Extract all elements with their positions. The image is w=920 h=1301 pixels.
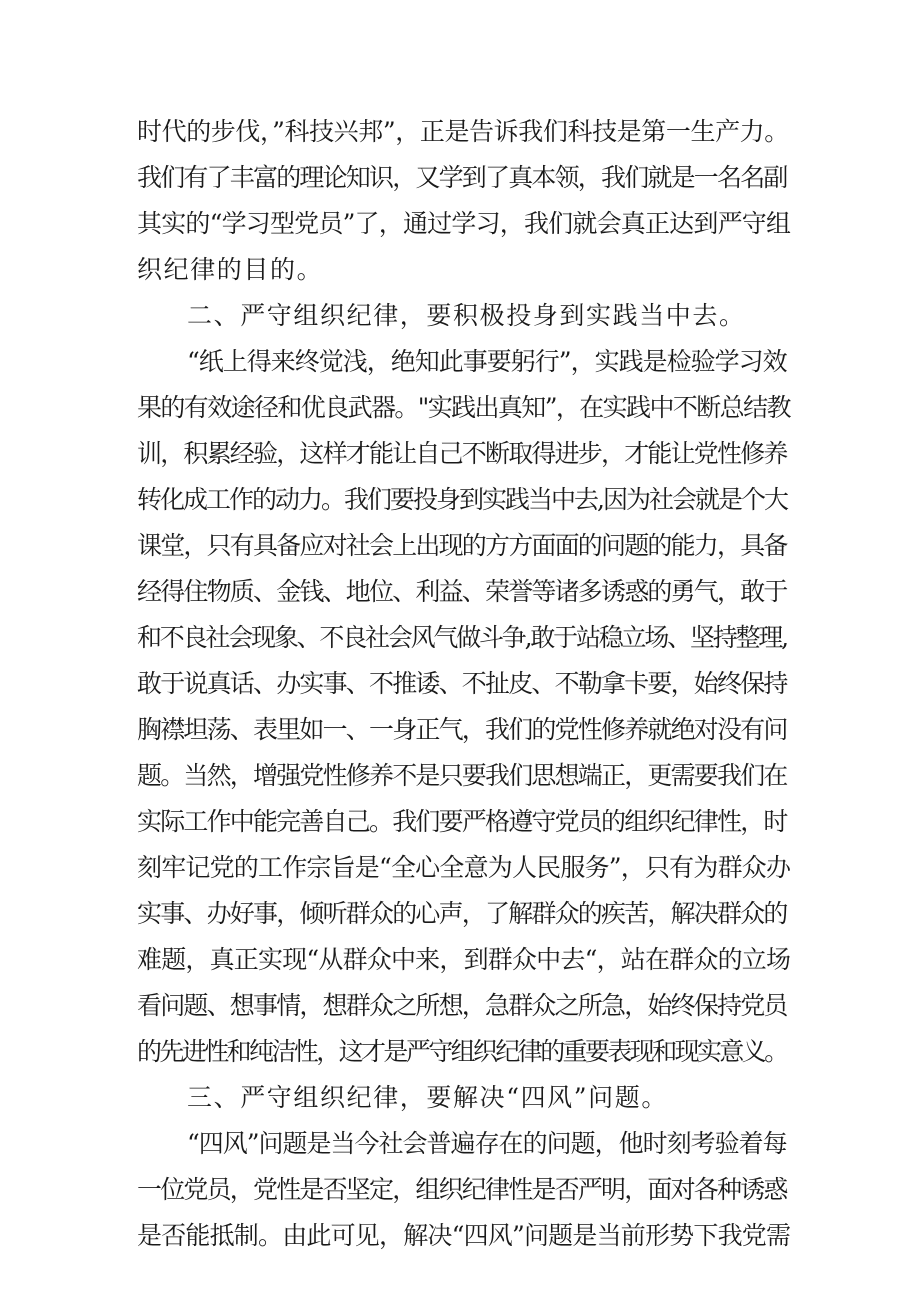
section-heading-2: 二、严守组织纪律，要积极投身到实践当中去。	[187, 301, 746, 330]
text-line: 转化成工作的动力。我们要投身到实践当中去,因为社会就是个大	[137, 485, 787, 514]
text-line: “纸上得来终觉浅，绝知此事要躬行”，实践是检验学习效	[187, 347, 787, 376]
text-line: “四风”问题是当今社会普遍存在的问题，他时刻考验着每	[187, 1129, 787, 1158]
text-line: 难题，真正实现“从群众中来，到群众中去“，站在群众的立场	[137, 945, 791, 974]
text-line: 刻牢记党的工作宗旨是“全心全意为人民服务”，只有为群众办	[137, 853, 791, 882]
text-line: 实际工作中能完善自己。我们要严格遵守党员的组织纪律性，时	[137, 807, 787, 836]
text-line: 是否能抵制。由此可见，解决“四风”问题是当前形势下我党需	[137, 1221, 791, 1250]
text-line: 实事、办好事，倾听群众的心声，了解群众的疾苦，解决群众的	[137, 899, 787, 928]
text-line: 敢于说真话、办实事、不推诿、不扯皮、不勒拿卡要，始终保持	[137, 669, 787, 698]
section-heading-3: 三、严守组织纪律，要解决“四风”问题。	[187, 1083, 668, 1112]
text-line: 胸襟坦荡、表里如一、一身正气，我们的党性修养就绝对没有问	[137, 715, 787, 744]
text-line: 其实的“学习型党员”了，通过学习，我们就会真正达到严守组	[137, 209, 791, 238]
text-line: 我们有了丰富的理论知识，又学到了真本领，我们就是一名名副	[137, 163, 787, 192]
text-line: 和不良社会现象、不良社会风气做斗争,敢于站稳立场、坚持整理,	[137, 623, 787, 652]
text-line: 果的有效途径和优良武器。"实践出真知”，在实践中不断总结教	[137, 393, 790, 422]
text-line: 课堂，只有具备应对社会上出现的方方面面的问题的能力，具备	[137, 531, 787, 560]
text-line: 经得住物质、金钱、地位、利益、荣誉等诸多诱惑的勇气，敢于	[137, 577, 787, 606]
text-line: 时代的步伐，”科技兴邦”，正是告诉我们科技是第一生产力。	[137, 117, 789, 146]
text-line: 织纪律的目的。	[137, 255, 324, 284]
text-line: 一位党员，党性是否坚定，组织纪律性是否严明，面对各种诱惑	[137, 1175, 787, 1204]
text-line: 看问题、想事情，想群众之所想，急群众之所急，始终保持党员	[137, 991, 787, 1020]
text-line: 的先进性和纯洁性，这才是严守组织纪律的重要表现和现实意义。	[137, 1037, 787, 1066]
text-line: 训，积累经验，这样才能让自己不断取得进步，才能让党性修养	[137, 439, 787, 468]
text-line: 题。当然，增强党性修养不是只要我们思想端正，更需要我们在	[137, 761, 787, 790]
